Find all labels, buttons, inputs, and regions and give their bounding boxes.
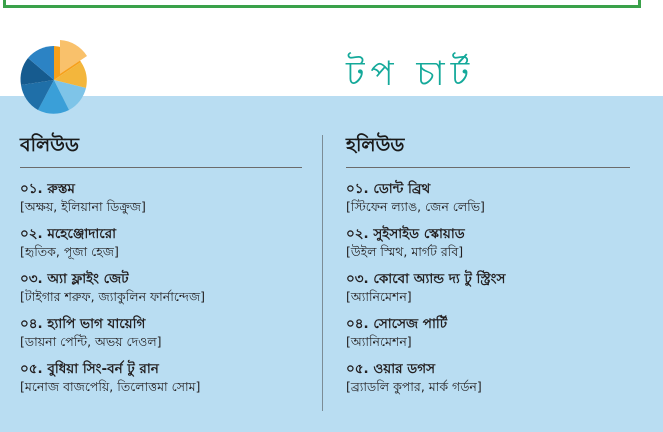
list-item (346, 180, 630, 215)
bollywood-column (20, 131, 302, 405)
pie-chart-icon (14, 40, 94, 120)
column-divider (322, 135, 323, 411)
movie-cast: [ব্র্যাডলি কুপার, মার্ক গর্ডন] (346, 379, 482, 394)
list-item (20, 270, 302, 305)
page-title: টপ চার্ট (346, 54, 476, 94)
list-item (20, 225, 302, 260)
movie-title: ০২. সুইসাইড স্কোয়াড (346, 226, 465, 242)
top-frame (3, 0, 641, 8)
movie-cast: [উইল স্মিথ, মার্গট রবি] (346, 244, 464, 259)
movie-title: ০১. রুস্তম (20, 181, 75, 197)
list-item (20, 360, 302, 395)
list-item (346, 360, 630, 395)
movie-cast: [মনোজ বাজপেয়ি, তিলোত্তমা সোম] (20, 379, 201, 394)
list-item (20, 180, 302, 215)
hollywood-column (346, 131, 630, 405)
movie-cast: [হৃতিক, পূজা হেজ] (20, 244, 119, 259)
movie-title: ০৪. হ্যাপি ভাগ যায়েগি (20, 316, 146, 332)
movie-cast: [ডায়না পেন্টি, অভয় দেওল] (20, 334, 162, 349)
movie-title: ০৩. কোবো অ্যান্ড দ্য টু স্ট্রিংস (346, 271, 506, 287)
movie-title: ০১. ডোন্ট ব্রিথ (346, 181, 431, 197)
movie-cast: [অক্ষয়, ইলিয়ানা ডিক্রুজ] (20, 199, 146, 214)
hollywood-heading: হলিউড (346, 131, 630, 168)
movie-cast: [স্টিফেন ল্যাঙ, জেন লেভি] (346, 199, 485, 214)
list-item (346, 225, 630, 260)
bollywood-heading: বলিউড (20, 131, 302, 168)
movie-cast: [টাইগার শরুফ, জ্যাকুলিন ফার্নান্দেজ] (20, 289, 206, 304)
movie-title: ০৫. বুধিয়া সিং-বর্ন টু রান (20, 361, 159, 377)
movie-title: ০৪. সোসেজ পার্টি (346, 316, 448, 332)
movie-cast: [অ্যানিমেশন] (346, 334, 412, 349)
list-item (346, 270, 630, 305)
movie-title: ০৫. ওয়ার ডগস (346, 361, 435, 377)
movie-title: ০২. মহেঞ্জোদারো (20, 226, 117, 242)
list-item (20, 315, 302, 350)
movie-cast: [অ্যানিমেশন] (346, 289, 412, 304)
movie-title: ০৩. অ্যা ফ্লাইং জেট (20, 271, 129, 287)
list-item (346, 315, 630, 350)
